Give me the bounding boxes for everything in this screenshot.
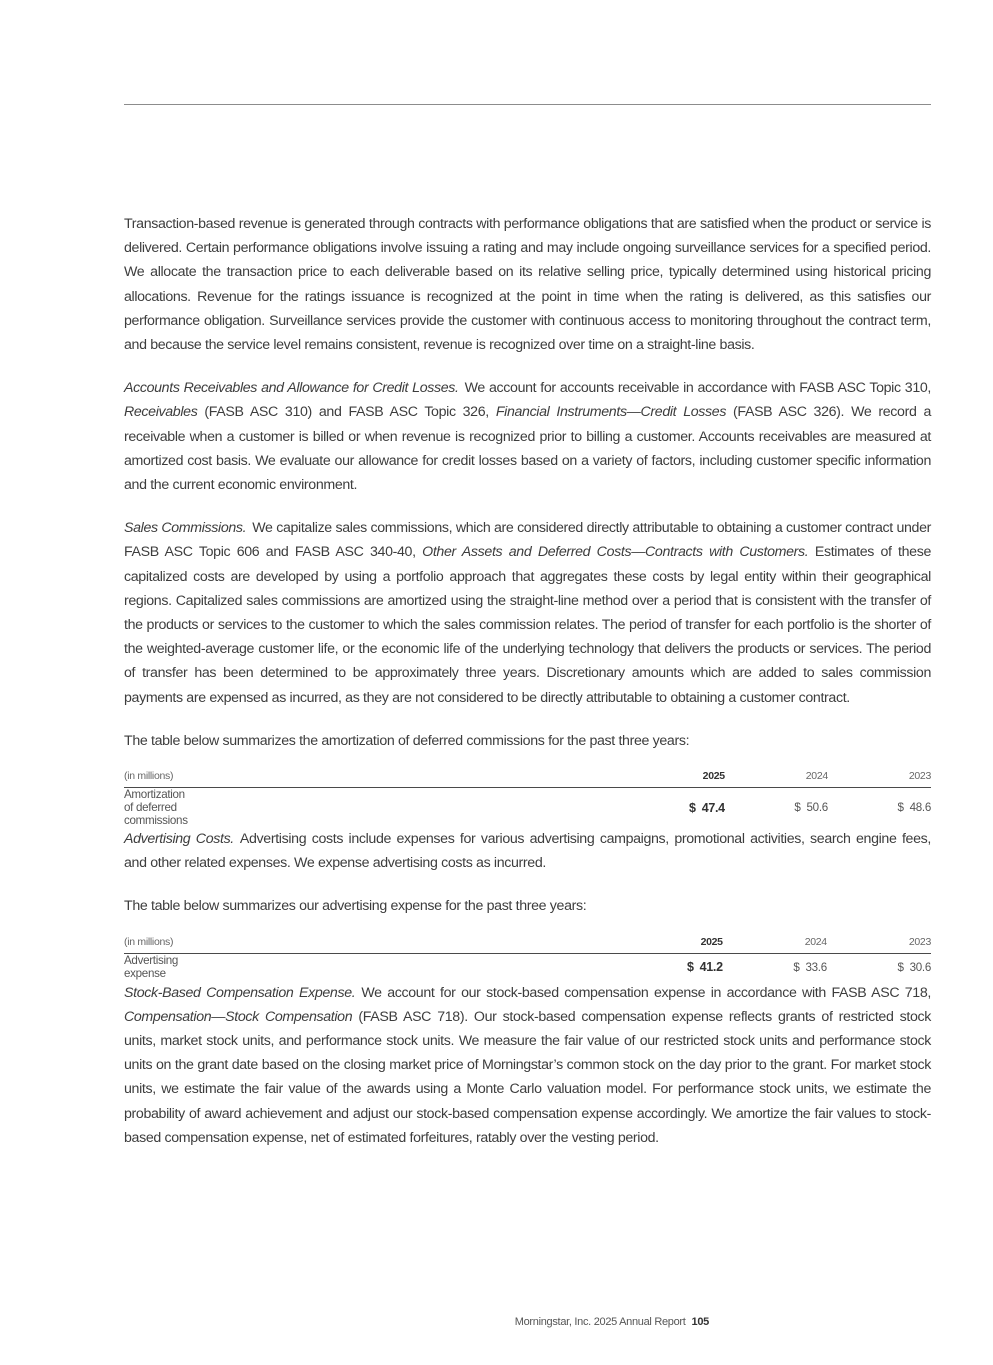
value-cell: $ 33.6	[793, 960, 827, 974]
unit-label: (in millions)	[124, 931, 178, 954]
advertising-table	[124, 931, 931, 981]
row-label: Advertising expense	[124, 954, 179, 981]
heading-advertising: Advertising Costs.	[124, 831, 234, 848]
page-footer	[0, 1316, 709, 1328]
commissions-italic-1: Other Assets and Deferred Costs—Contracts with Customers.	[422, 544, 809, 561]
paragraph-advertising	[124, 827, 931, 875]
stock-text-1: We account for our stock-based compensation expense in accordance with FASB ASC 718,	[361, 984, 931, 1001]
receivables-italic-2: Financial Instruments—Credit Losses	[495, 404, 727, 421]
year-column-header: 2024	[725, 765, 828, 788]
year-column-header: 2023	[828, 765, 931, 788]
value-cell: $ 47.4	[689, 800, 725, 815]
page-content	[124, 212, 931, 1150]
value-cell: $ 48.6	[897, 801, 931, 815]
top-divider	[124, 104, 931, 105]
advertising-table-intro: The table below summarizes our advertising expense for the past three years:	[124, 898, 587, 915]
commissions-table-intro: The table below summarizes the amortization of deferred commissions for the past three years:	[124, 732, 690, 749]
receivables-italic-1: Receivables	[124, 404, 198, 421]
advertising-text-1: Advertising costs include expenses for various advertising campaigns, promotional activities, search engine fees, and other related expenses. We expense advertising costs as incurred.	[124, 831, 931, 872]
paragraph-sales-commissions	[124, 516, 931, 710]
table-row	[124, 788, 931, 828]
commissions-table	[124, 765, 931, 827]
row-label: Amortization of deferred commissions	[124, 788, 188, 828]
heading-stock-compensation: Stock-Based Compensation Expense.	[124, 984, 356, 1001]
table-row	[124, 953, 931, 981]
year-column-header: 2023	[827, 931, 931, 954]
stock-text-2: (FASB ASC 718). Our stock-based compensation expense reflects grants of restricted stock units, market stock units, and performance stock units. We measure the fair value of our restricted stock units and performance stock units on the grant date based on the closing market price of Morningstar’s common stock on the day prior to the grant. For market stock units, we estimate the fair value of the awards using a Monte Carlo valuation model. For performance stock units, we estimate the probability of award achievement and adjust our stock-based compensation expense accordingly. We amortize the fair values to stock-based compensation expense, net of estimated forfeitures, ratably over the vesting period.	[124, 1008, 931, 1146]
value-cell: $ 41.2	[686, 960, 723, 975]
paragraph-stock-compensation	[124, 981, 931, 1150]
commissions-text-1: We capitalize sales commissions, which are considered directly attributable to obtaining a customer contract under FASB ASC Topic 606 and FASB ASC 340-40,	[124, 520, 931, 561]
stock-italic-1: Compensation—Stock Compensation	[124, 1008, 353, 1025]
receivables-text-3: (FASB ASC 326). We record a receivable when a customer is billed or when revenue is recognized prior to billing a customer. Accounts receivables are measured at amortized cost basis. We evaluate our allowance for credit losses based on a variety of factors, including customer specific information and the current economic environment.	[124, 404, 932, 494]
table-header-row	[124, 765, 931, 788]
heading-receivables: Accounts Receivables and Allowance for Credit Losses.	[124, 380, 459, 397]
unit-label: (in millions)	[124, 765, 188, 788]
commissions-text-2: Estimates of these capitalized costs are developed by using a portfolio approach that aggregates these costs by legal entity within their geographical regions. Capitalized sales commissions are amortized using the straight-line method over a period that is consistent with the transfer of the products or services to the customer to which the sales commission relates. The period of transfer for each portfolio is the shorter of the weighted-average customer life, or the economic life of the underlying technology that delivers the products or services. The period of transfer has been determined to be approximately three years. Discretionary amounts which are added to sales commission payments are expensed as incurred, as they are not considered to be directly attributable to obtaining a customer contract.	[124, 544, 931, 706]
paragraph-receivables	[124, 376, 931, 497]
heading-sales-commissions: Sales Commissions.	[124, 520, 247, 537]
footer-report-title: Morningstar, Inc. 2025 Annual Report	[514, 1316, 686, 1328]
table-header-row	[124, 931, 931, 954]
value-cell: $ 30.6	[897, 960, 931, 974]
value-cell: $ 50.6	[794, 801, 828, 815]
receivables-text-1: We account for accounts receivable in accordance with FASB ASC Topic 310,	[464, 380, 931, 397]
page-number: 105	[691, 1316, 709, 1328]
paragraph-transaction-revenue: Transaction-based revenue is generated through contracts with performance obligations that are satisfied when the product or service is delivered. Certain performance obligations involve issuing a rating and may include ongoing surveillance services for a specified period. We allocate the transaction price to each deliverable based on its relative selling price, typically determined using historical pricing allocations. Revenue for the ratings issuance is recognized at the point in time when the rating is delivered, as this satisfies our performance obligation. Surveillance services provide the customer with continuous access to monitoring throughout the contract term, and because the service level remains consistent, revenue is recognized over time on a straight-line basis.	[124, 216, 931, 354]
receivables-text-2: (FASB ASC 310) and FASB ASC Topic 326,	[197, 404, 496, 421]
year-column-header: 2025	[178, 931, 723, 954]
year-column-header: 2024	[723, 931, 827, 954]
year-column-header: 2025	[188, 765, 725, 788]
